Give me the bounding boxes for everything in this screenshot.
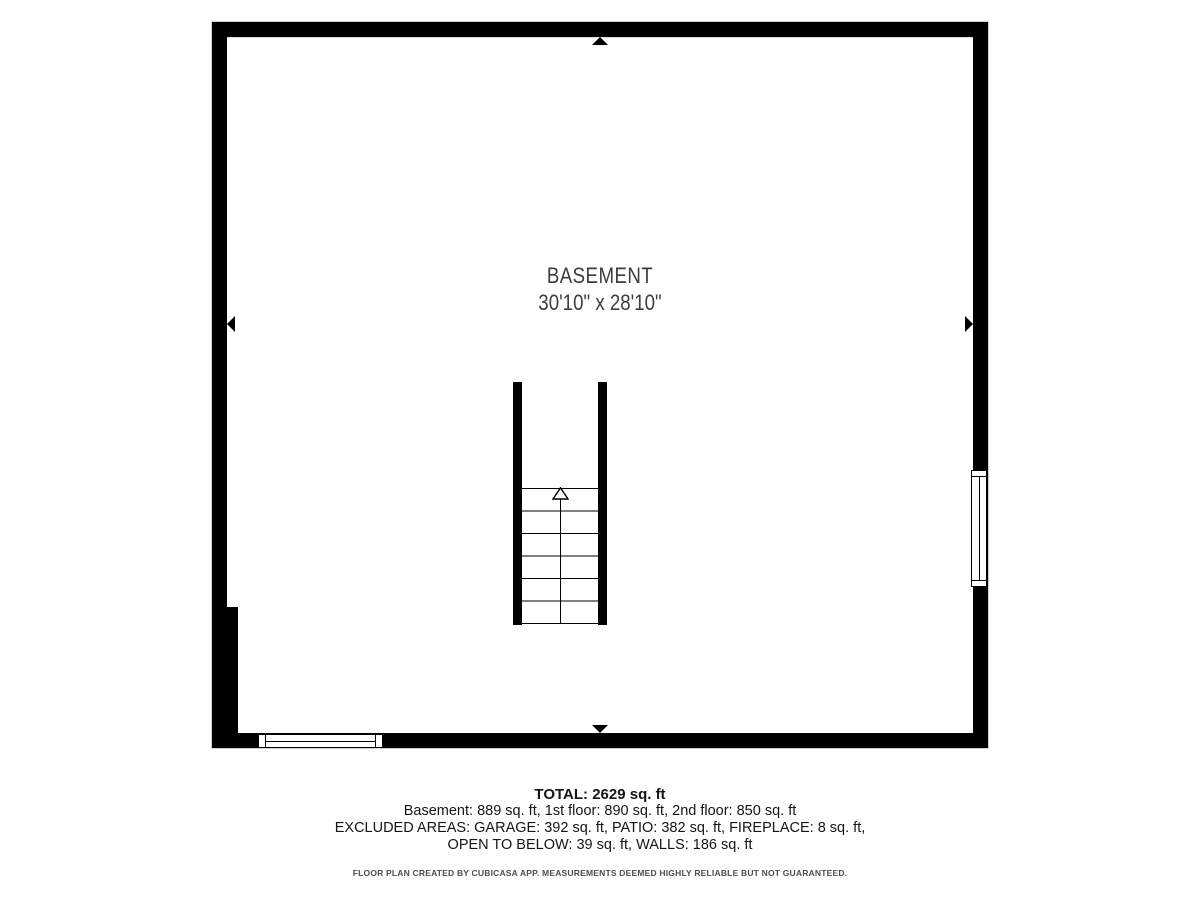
window-frame-line	[375, 735, 376, 747]
stairwell-right-wall	[598, 382, 607, 625]
room-dimensions: 30'10" x 28'10"	[538, 290, 662, 315]
room-label: BASEMENT	[546, 263, 654, 288]
summary-total: TOTAL: 2629 sq. ft	[534, 786, 666, 803]
dimension-arrow-right-icon	[965, 316, 973, 332]
summary-floors-line: Basement: 889 sq. ft, 1st floor: 890 sq. ft, 2nd floor: 850 sq. ft	[403, 803, 797, 819]
stairwell-left-wall	[513, 382, 522, 625]
dimension-arrow-up-icon	[592, 37, 608, 45]
stair-direction-arrow-icon	[552, 487, 569, 500]
window-bottom-icon	[258, 734, 383, 748]
window-right-icon	[971, 470, 987, 587]
window-frame-line	[972, 580, 986, 581]
room-label-block	[283, 262, 917, 316]
dimension-arrow-down-icon	[592, 725, 608, 733]
floorplan-outline	[212, 22, 988, 748]
area-summary	[0, 786, 1200, 854]
disclaimer: FLOOR PLAN CREATED BY CUBICASA APP. MEASUREMENTS DEEMED HIGHLY RELIABLE BUT NOT GUARANTEED.	[352, 868, 848, 878]
interior-wall-segment	[227, 607, 238, 733]
stair-direction-line	[560, 496, 561, 624]
dimension-arrow-left-icon	[227, 316, 235, 332]
summary-excluded-line2: OPEN TO BELOW: 39 sq. ft, WALLS: 186 sq. ft	[447, 837, 753, 853]
window-glass-line	[979, 476, 980, 581]
window-glass-line	[265, 741, 376, 742]
summary-excluded-line: EXCLUDED AREAS: GARAGE: 392 sq. ft, PATIO: 382 sq. ft, FIREPLACE: 8 sq. ft,	[334, 820, 866, 836]
